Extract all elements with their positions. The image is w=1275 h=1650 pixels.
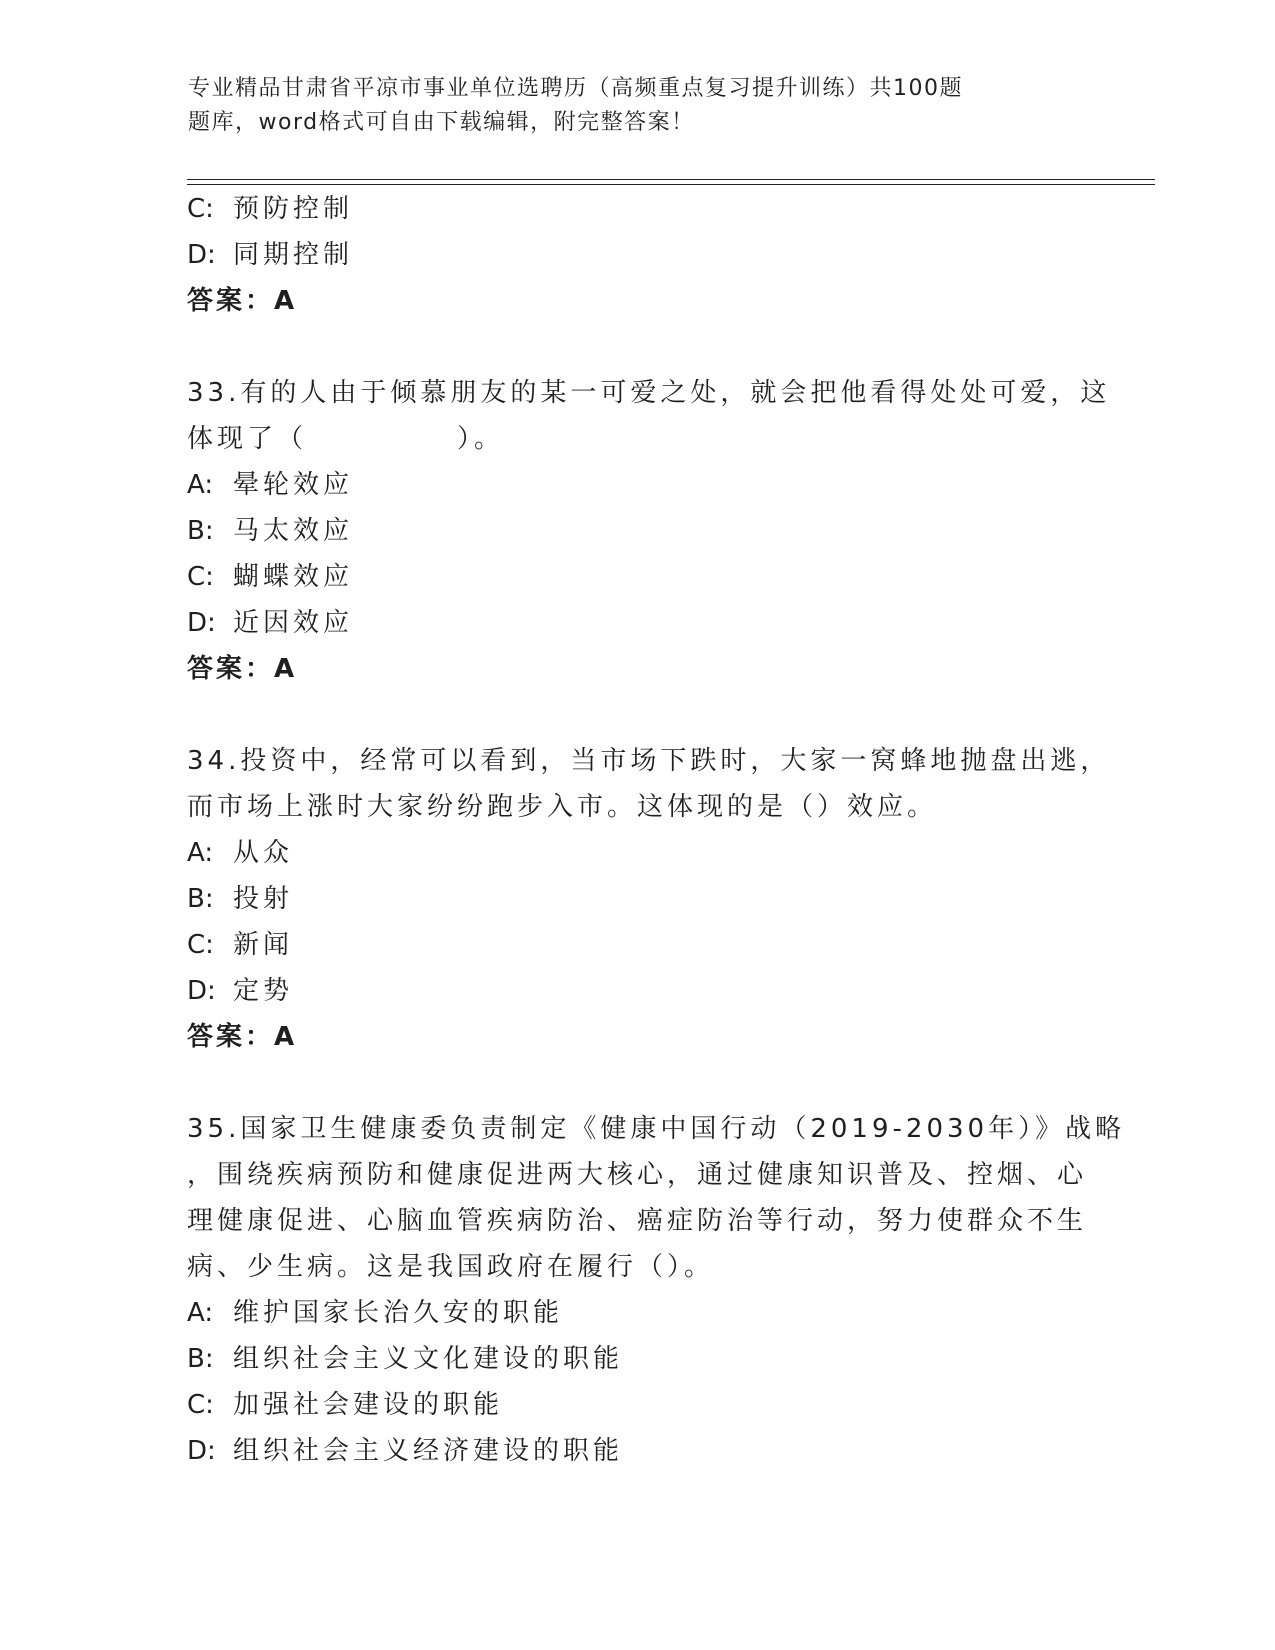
- question-34-line-2: 而市场上涨时大家纷纷跑步入市。这体现的是（）效应。: [187, 792, 938, 822]
- question-35-line-3: 理健康促进、心脑血管疾病防治、癌症防治等行动，努力使群众不生: [187, 1206, 1088, 1236]
- option-a: A: 维护国家长治久安的职能: [187, 1298, 564, 1328]
- header-divider-bottom: [187, 184, 1155, 185]
- question-35-line-2: ，围绕疾病预防和健康促进两大核心，通过健康知识普及、控烟、心: [187, 1160, 1088, 1190]
- option-c: C: 新闻: [187, 930, 294, 960]
- spacer: [187, 692, 1087, 738]
- option-b: B: 组织社会主义文化建设的职能: [187, 1344, 624, 1374]
- spacer: [187, 1060, 1087, 1106]
- question-list: [187, 186, 1126, 1474]
- spacer: [187, 324, 1087, 370]
- header-divider-top: [187, 179, 1155, 180]
- option-a: A: 从众: [187, 838, 294, 868]
- option-d: D: 定势: [187, 976, 294, 1006]
- question-35-line-4: 病、少生病。这是我国政府在履行（）。: [187, 1252, 715, 1282]
- option-c: C: 蝴蝶效应: [187, 562, 354, 592]
- answer-line: 答案：A: [187, 286, 298, 316]
- option-a: A: 晕轮效应: [187, 470, 354, 500]
- question-35-line-1: 35.国家卫生健康委负责制定《健康中国行动（2019-2030年）》战略: [187, 1114, 1126, 1144]
- option-b: B: 投射: [187, 884, 294, 914]
- answer-line: 答案：A: [187, 654, 298, 684]
- option-b: B: 马太效应: [187, 516, 354, 546]
- option-d: D: 近因效应: [187, 608, 354, 638]
- answer-line: 答案：A: [187, 1022, 298, 1052]
- option-d: D: 同期控制: [187, 240, 354, 270]
- question-33-line-2: 体现了（ ）。: [187, 424, 505, 454]
- option-c: C: 加强社会建设的职能: [187, 1390, 504, 1420]
- header-line-1: 专业精品甘肃省平凉市事业单位选聘历（高频重点复习提升训练）共100题: [188, 76, 963, 101]
- question-33-line-1: 33.有的人由于倾慕朋友的某一可爱之处，就会把他看得处处可爱，这: [187, 378, 1111, 408]
- option-d: D: 组织社会主义经济建设的职能: [187, 1436, 624, 1466]
- question-34-line-1: 34.投资中，经常可以看到，当市场下跌时，大家一窝蜂地抛盘出逃，: [187, 746, 1111, 776]
- option-c: C: 预防控制: [187, 194, 354, 224]
- header-line-2: 题库，word格式可自由下载编辑，附完整答案！: [188, 110, 695, 135]
- document-header: [188, 72, 1048, 140]
